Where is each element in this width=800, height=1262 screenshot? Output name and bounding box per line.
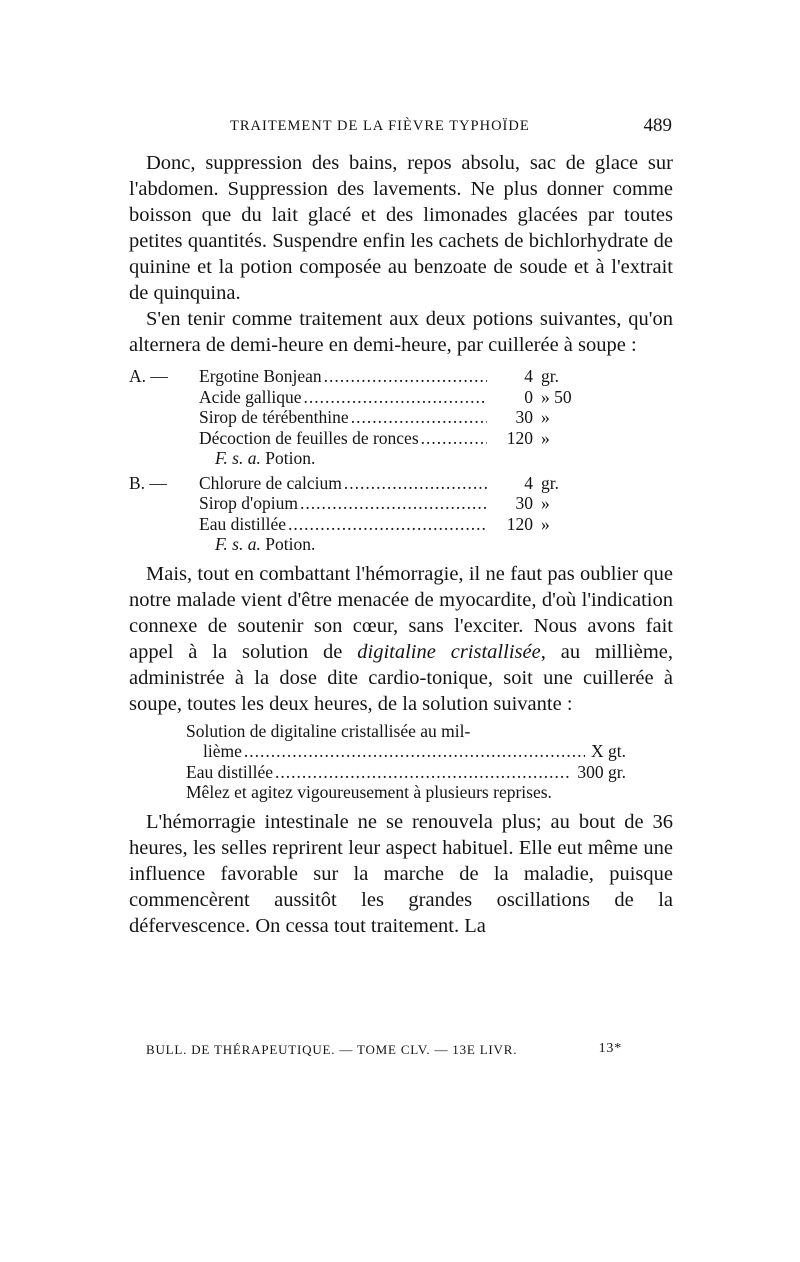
recipe-a-line-2: Acide gallique ..... 0 » 50 xyxy=(199,387,619,408)
recipe-b-line-1: Chlorure de calcium ..... 4 gr. xyxy=(199,473,619,494)
solution-line-2: lième ..... X gt. xyxy=(203,741,626,762)
body-text xyxy=(129,150,673,939)
solution-line-3: Eau distillée ..... 300 gr. xyxy=(186,762,626,783)
paragraph-1: Donc, suppression des bains, repos absolu, sac de glace sur l'abdomen. Suppression des lavements. Ne plus donner comme boisson que du lait glacé et des limonades glacées par toutes petites quantités. Suspendre enfin les cachets de bichlorhydrate de quinine et la potion composée au benzoate de soude et à l'extrait de quinquina. xyxy=(129,152,673,304)
running-title: TRAITEMENT DE LA FIÈVRE TYPHOÏDE xyxy=(230,118,530,134)
recipe-b-letter: B. — xyxy=(129,472,167,493)
page-footer xyxy=(146,1042,622,1058)
paragraph-4: L'hémorragie intestinale ne se renouvela plus; au bout de 36 heures, les selles reprirent leur aspect habituel. Elle eut même une influence favorable sur la marche de la maladie, puisque commencèrent aussitôt les grandes oscillations de la défervescence. On cessa tout traitement. La xyxy=(129,810,673,937)
signature-mark: 13* xyxy=(598,1041,622,1056)
italic-term: digitaline cristallisée xyxy=(357,640,541,663)
solution-line-1: Solution de digitaline cristallisée au mil- xyxy=(186,720,471,741)
paragraph-3: Mais, tout en combattant l'hémorragie, il ne faut pas oublier que notre malade vient d'être menacée de myocardite, d'où l'indication connexe de soutenir son cœur, sans l'exciter. Nous avons fait appel à la solution de digitaline cristallisée, au millième, administrée à la dose dite cardio-tonique, soit une cuillerée à soupe, toutes les deux heures, de la solution suivante : xyxy=(129,562,673,715)
recipe-a xyxy=(129,366,673,469)
recipe-a-letter: A. — xyxy=(129,366,168,386)
running-header xyxy=(130,115,672,142)
recipe-a-line-3: Sirop de térébenthine ..... 30 » xyxy=(199,407,619,428)
journal-reference: BULL. DE THÉRAPEUTIQUE. — TOME CLV. — 13E LIVR. xyxy=(146,1042,518,1057)
paragraph-2: S'en tenir comme traitement aux deux potions suivantes, qu'on alternera de demi-heure en demi-heure, par cuillerée à soupe : xyxy=(129,308,673,356)
page-number: 489 xyxy=(643,115,672,136)
recipe-a-line-1: Ergotine Bonjean ..... 4 gr. xyxy=(199,366,619,387)
recipe-b xyxy=(129,473,673,555)
solution-recipe xyxy=(186,721,626,803)
solution-line-4: Mêlez et agitez vigoureusement à plusieurs reprises. xyxy=(186,782,552,802)
recipe-a-fsa: F. s. a. Potion. xyxy=(215,448,316,468)
recipe-b-line-3: Eau distillée ..... 120 » xyxy=(199,514,619,535)
recipe-b-line-2: Sirop d'opium ..... 30 » xyxy=(199,493,619,514)
recipe-a-line-4: Décoction de feuilles de ronces ..... 120 » xyxy=(199,428,619,449)
recipe-b-fsa: F. s. a. Potion. xyxy=(215,534,316,554)
